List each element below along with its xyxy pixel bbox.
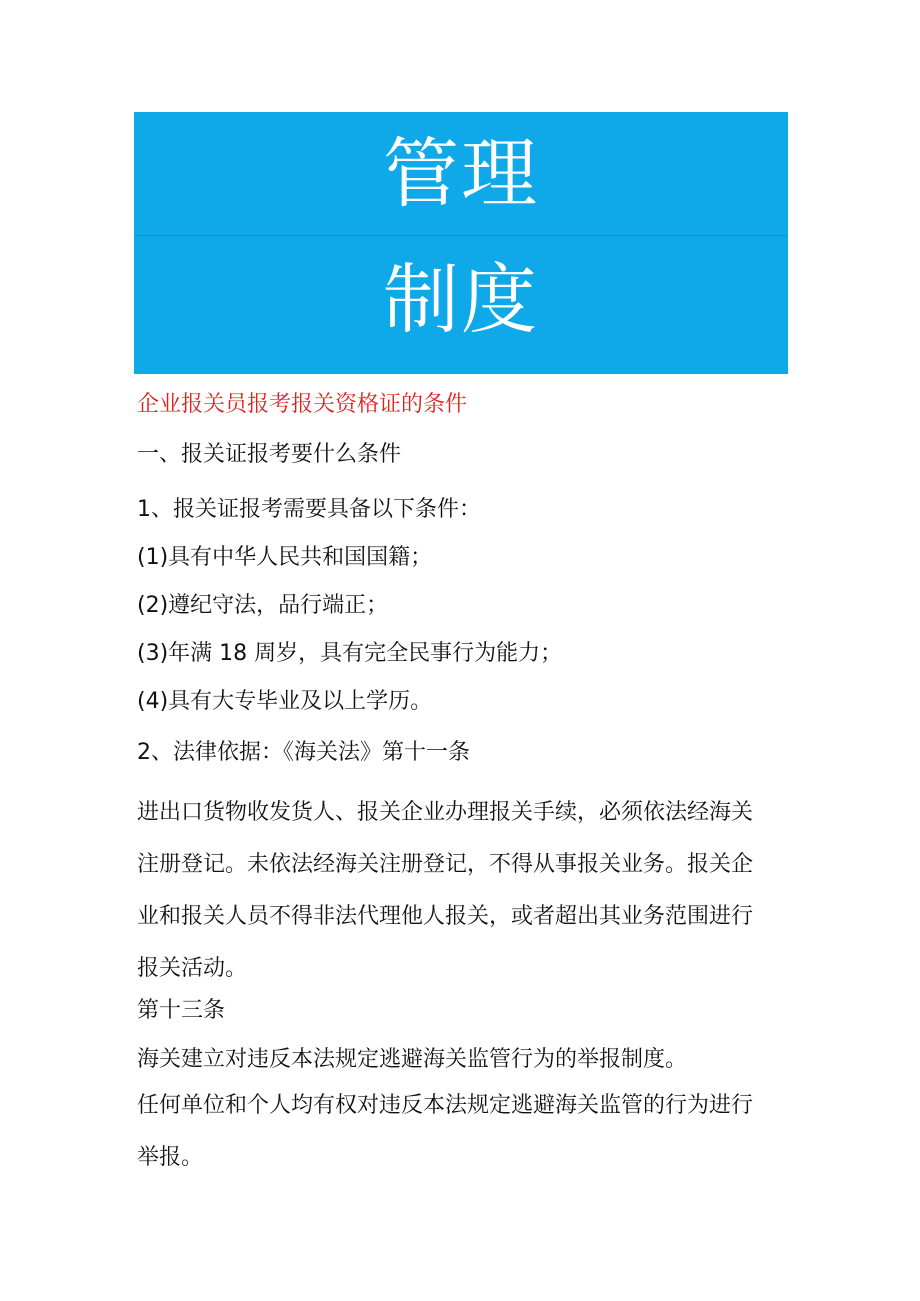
condition-1: (1)具有中华人民共和国国籍； xyxy=(137,545,433,570)
section-1-title: 一、报关证报考要什么条件 xyxy=(137,442,402,467)
article-13-line: 任何单位和个人均有权对违反本法规定逃避海关监管的行为进行 xyxy=(137,1093,754,1118)
article-13-title: 第十三条 xyxy=(137,998,226,1023)
article-11-line: 进出口货物收发货人、报关企业办理报关手续，必须依法经海关 xyxy=(137,800,754,825)
item-1-title: 1、报关证报考需要具备以下条件： xyxy=(137,497,481,522)
title-banner xyxy=(134,112,788,374)
condition-4: (4)具有大专毕业及以上学历。 xyxy=(137,689,433,714)
document-heading: 企业报关员报考报关资格证的条件 xyxy=(137,392,468,417)
banner-title-line-1: 管理 xyxy=(383,129,539,218)
article-13-line: 举报。 xyxy=(137,1145,204,1170)
item-2-title: 2、法律依据：《海关法》第十一条 xyxy=(137,740,470,765)
article-11-line: 报关活动。 xyxy=(137,956,248,981)
banner-divider xyxy=(134,235,788,236)
condition-2: (2)遵纪守法，品行端正； xyxy=(137,593,389,618)
condition-3: (3)年满 18 周岁，具有完全民事行为能力； xyxy=(137,641,563,666)
article-11-line: 注册登记。未依法经海关注册登记，不得从事报关业务。报关企 xyxy=(137,852,754,877)
banner-title-line-2: 制度 xyxy=(383,255,539,344)
article-13-line-1: 海关建立对违反本法规定逃避海关监管行为的举报制度。 xyxy=(137,1047,688,1072)
article-11-line: 业和报关人员不得非法代理他人报关，或者超出其业务范围进行 xyxy=(137,904,754,929)
article-13-text xyxy=(137,1080,797,1184)
article-11-text xyxy=(137,787,797,995)
